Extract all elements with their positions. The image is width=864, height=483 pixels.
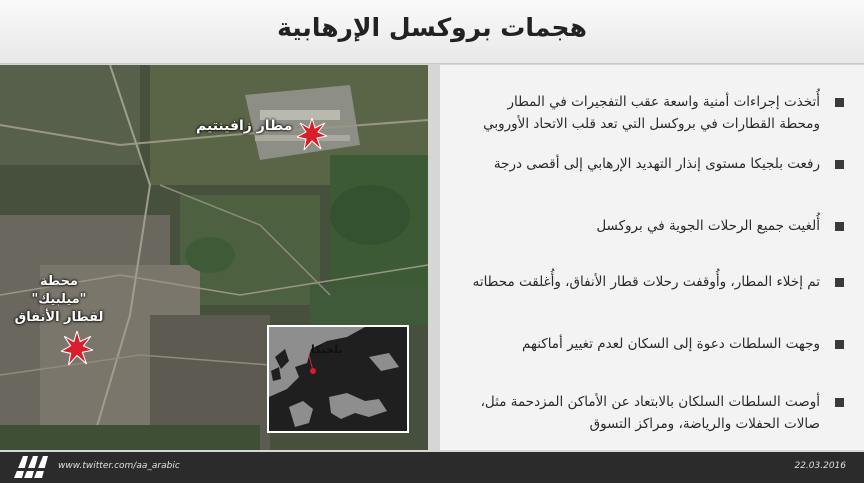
airport-label: مطار زافينتيم bbox=[196, 118, 293, 134]
satellite-map bbox=[0, 65, 428, 450]
twitter-url[interactable]: www.twitter.com/aa_arabic bbox=[58, 461, 180, 471]
facts-list bbox=[466, 87, 846, 441]
square-bullet-icon bbox=[835, 398, 844, 407]
footer bbox=[0, 452, 864, 483]
list-item: تم إخلاء المطار، وأُوقفت رحلات قطار الأنفاق، وأُغلقت محطاته bbox=[466, 271, 846, 333]
belgium-label: بلجيكا bbox=[311, 343, 343, 356]
explosion-icon bbox=[297, 118, 327, 150]
publish-date: 22.03.2016 bbox=[794, 461, 846, 471]
page-title: هجمات بروكسل الإرهابية bbox=[277, 13, 587, 42]
facts-panel bbox=[440, 65, 864, 450]
list-item: رفعت بلجيكا مستوى إنذار التهديد الإرهابي إلى أقصى درجة bbox=[466, 153, 846, 215]
list-item: أُلغيت جميع الرحلات الجوية في بروكسل bbox=[466, 215, 846, 271]
list-item: وجهت السلطات دعوة إلى السكان لعدم تغيير أماكنهم bbox=[466, 333, 846, 391]
list-item: أُتخذت إجراءات أمنية واسعة عقب التفجيرات في المطار ومحطة القطارات في بروكسل التي تعد قلب الاتحاد الأوروبي bbox=[466, 91, 846, 153]
square-bullet-icon bbox=[835, 98, 844, 107]
metro-station-label: محطة "ميلبيك" لقطار الأنفاق bbox=[14, 274, 104, 325]
square-bullet-icon bbox=[835, 278, 844, 287]
square-bullet-icon bbox=[835, 160, 844, 169]
square-bullet-icon bbox=[835, 222, 844, 231]
explosion-icon bbox=[61, 331, 93, 365]
aa-logo-icon bbox=[14, 456, 50, 478]
europe-inset-map bbox=[267, 325, 409, 433]
list-item: أوصت السلطات السلكان بالابتعاد عن الأماكن المزدحمة مثل، صالات الحفلات والرياضة، ومراكز التسوق bbox=[466, 391, 846, 441]
header bbox=[0, 0, 864, 64]
square-bullet-icon bbox=[835, 340, 844, 349]
